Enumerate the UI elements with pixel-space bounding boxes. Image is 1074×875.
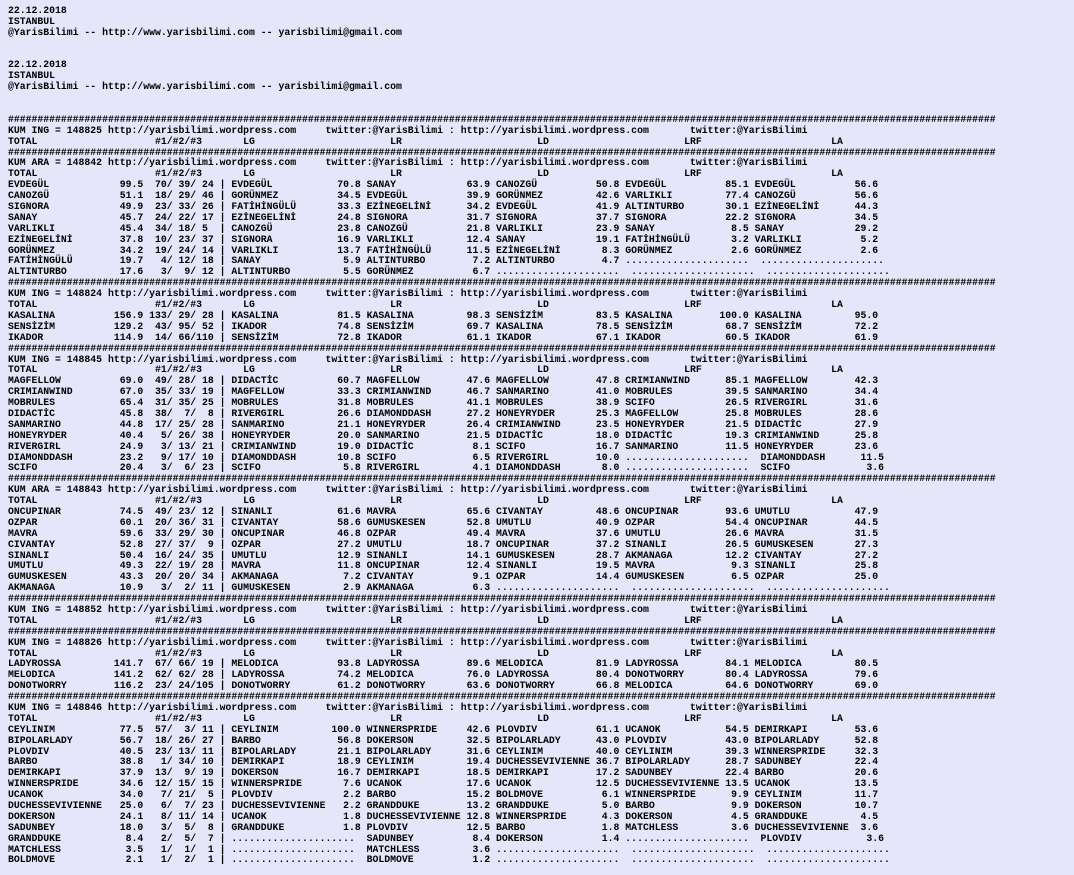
report-line: ISTANBUL (8, 70, 56, 82)
report-line: BARBO 38.8 1/ 34/ 10 | DEMIRKAPI 18.9 CEYLINIM 19.4 DUCHESSEVIVIENNE 36.7 BIPOLARLADY 28.7 SADUNBEY 22.4 (8, 756, 879, 768)
report-line: MATCHLESS 3.5 1/ 1/ 1 | ..................... MATCHLESS 3.6 ..................... ..................... ..................... (8, 843, 890, 855)
column-header-line: TOTAL #1/#2/#3 LG LR LD LRF LA (8, 364, 843, 376)
report-line: SADUNBEY 18.0 3/ 5/ 8 | GRANDDUKE 1.8 PLOVDIV 12.5 BARBO 1.8 MATCHLESS 3.6 DUCHESSEVIVIENNE 3.6 (8, 821, 879, 833)
report-line: BIPOLARLADY 56.7 18/ 26/ 27 | BARBO 56.8 DOKERSON 32.5 BIPOLARLADY 43.0 PLOVDIV 43.0 BIPOLARLADY 52.8 (8, 734, 879, 746)
report-line: DEMIRKAPI 37.9 13/ 9/ 19 | DOKERSON 16.7 DEMIRKAPI 18.5 DEMIRKAPI 17.2 SADUNBEY 22.4 BARBO 20.6 (8, 767, 879, 779)
report-line: DUCHESSEVIVIENNE 25.0 6/ 7/ 23 | DUCHESSEVIVIENNE 2.2 GRANDDUKE 13.2 GRANDDUKE 5.0 BARBO 9.9 DOKERSON 10.7 (8, 800, 879, 812)
column-header-line: TOTAL #1/#2/#3 LG LR LD LRF LA (8, 614, 843, 626)
report-line: UCANOK 34.0 7/ 21/ 5 | PLOVDIV 2.2 BARBO 15.2 BOLDMOVE 6.1 WINNERSPRIDE 9.9 CEYLINIM 11.7 (8, 789, 879, 801)
report-line: @YarisBilimi -- http://www.yarisbilimi.com -- yarisbilimi@gmail.com (8, 26, 402, 38)
report-line: PLOVDIV 40.5 23/ 13/ 11 | BIPOLARLADY 21.1 BIPOLARLADY 31.6 CEYLINIM 40.0 CEYLINIM 39.3 WINNERSPRIDE 32.3 (8, 745, 879, 757)
column-header-line: TOTAL #1/#2/#3 LG LR LD LRF LA (8, 299, 843, 311)
report-line: DOKERSON 24.1 8/ 11/ 14 | UCANOK 1.8 DUCHESSEVIVIENNE 12.8 WINNERSPRIDE 4.3 DOKERSON 4.5 GRANDDUKE 4.5 (8, 810, 879, 822)
report-line: OZPAR 60.1 20/ 36/ 31 | CIVANTAY 58.6 GUMUSKESEN 52.8 UMUTLU 40.9 OZPAR 54.4 ONCUPINAR 44.5 (8, 516, 879, 528)
report-line: GRANDDUKE 8.4 2/ 5/ 7 | ..................... SADUNBEY 8.4 DOKERSON 1.4 ..................... PLOVDIV 3.6 (8, 832, 884, 844)
race-header-line: KUM ING = 148852 http://yarisbilimi.wordpress.com twitter:@YarisBilimi : http://yarisbilimi.wordpress.com twitter:@YarisBilimi (8, 603, 808, 615)
report-line: CIVANTAY 52.8 27/ 37/ 9 | OZPAR 27.2 UMUTLU 18.7 ONCUPINAR 37.2 SINANLI 26.5 GUMUSKESEN 27.3 (8, 538, 879, 550)
blank-line (8, 50, 1074, 61)
report-line: SANMARINO 44.8 17/ 25/ 28 | SANMARINO 21.1 HONEYRYDER 26.4 CRIMIANWIND 23.5 HONEYRYDER 21.5 DIDACTİC 27.9 (8, 418, 879, 430)
race-header-line: KUM ING = 148826 http://yarisbilimi.wordpress.com twitter:@YarisBilimi : http://yarisbilimi.wordpress.com twitter:@YarisBilimi (8, 636, 808, 648)
report-line: EVDEGÜL 99.5 70/ 39/ 24 | EVDEGÜL 70.8 SANAY 63.9 CANOZGÜ 50.8 EVDEGÜL 85.1 EVDEGÜL 56.6 (8, 179, 879, 191)
report-line: SANAY 45.7 24/ 22/ 17 | EZİNEGELİNİ 24.8 SIGNORA 31.7 SIGNORA 37.7 SIGNORA 22.2 SIGNORA 34.5 (8, 211, 879, 223)
report-line: DIDACTİC 45.8 38/ 7/ 8 | RIVERGIRL 26.6 DIAMONDDASH 27.2 HONEYRYDER 25.3 MAGFELLOW 25.8 MOBRULES 28.6 (8, 407, 879, 419)
race-header-line: KUM ING = 148825 http://yarisbilimi.wordpress.com twitter:@YarisBilimi : http://yarisbilimi.wordpress.com twitter:@YarisBilimi (8, 124, 808, 136)
report-line: SENSİZİM 129.2 43/ 95/ 52 | IKADOR 74.8 SENSİZİM 69.7 KASALINA 78.5 SENSİZİM 68.7 SENSİZİM 72.2 (8, 320, 879, 332)
report-line: DIAMONDDASH 23.2 9/ 17/ 10 | DIAMONDDASH 10.8 SCIFO 6.5 RIVERGIRL 10.0 ..................... DIAMONDDASH 11.5 (8, 451, 884, 463)
report-line: CRIMIANWIND 67.0 35/ 33/ 19 | MAGFELLOW 33.3 CRIMIANWIND 46.7 SANMARINO 41.0 MOBRULES 39.5 SANMARINO 34.4 (8, 386, 879, 398)
separator-line: ######################################################################################################################################################################## (8, 342, 996, 354)
report-line: LADYROSSA 141.7 67/ 66/ 19 | MELODICA 93.8 LADYROSSA 89.6 MELODICA 81.9 LADYROSSA 84.1 MELODICA 80.5 (8, 658, 879, 670)
report-line: WINNERSPRIDE 34.6 12/ 15/ 15 | WINNERSPRIDE 7.6 UCANOK 17.6 UCANOK 12.5 DUCHESSEVIVIENNE 13.5 UCANOK 13.5 (8, 778, 879, 790)
blank-line (8, 93, 1074, 104)
separator-line: ######################################################################################################################################################################## (8, 593, 996, 605)
report-line: MAGFELLOW 69.0 49/ 28/ 18 | DIDACTİC 60.7 MAGFELLOW 47.6 MAGFELLOW 47.8 CRIMIANWIND 85.1 MAGFELLOW 42.3 (8, 375, 879, 387)
report-line: 22.12.2018 (8, 5, 67, 16)
report-line: HONEYRYDER 40.4 5/ 26/ 38 | HONEYRYDER 20.0 SANMARINO 21.5 DIDACTİC 18.0 DIDACTİC 19.3 CRIMIANWIND 25.8 (8, 429, 879, 441)
race-header-line: KUM ING = 148845 http://yarisbilimi.wordpress.com twitter:@YarisBilimi : http://yarisbilimi.wordpress.com twitter:@YarisBilimi (8, 353, 808, 365)
report-line: CANOZGÜ 51.1 18/ 29/ 46 | GORÜNMEZ 34.5 EVDEGÜL 39.9 GORÜNMEZ 42.6 VARLIKLI 77.4 CANOZGÜ 56.6 (8, 190, 879, 202)
report-line: ONCUPINAR 74.5 49/ 23/ 12 | SINANLI 61.6 MAVRA 65.6 CIVANTAY 48.6 ONCUPINAR 93.6 UMUTLU 47.9 (8, 505, 879, 517)
column-header-line: TOTAL #1/#2/#3 LG LR LD LRF LA (8, 168, 843, 180)
race-header-line: KUM ARA = 148842 http://yarisbilimi.wordpress.com twitter:@YarisBilimi : http://yarisbilimi.wordpress.com twitter:@YarisBilimi (8, 157, 808, 169)
report-line: KASALINA 156.9 133/ 29/ 28 | KASALINA 81.5 KASALINA 98.3 SENSİZİM 83.5 KASALINA 100.0 KASALINA 95.0 (8, 309, 879, 321)
column-header-line: TOTAL #1/#2/#3 LG LR LD LRF LA (8, 712, 843, 724)
separator-line: ######################################################################################################################################################################## (8, 113, 996, 125)
race-header-line: KUM ING = 148846 http://yarisbilimi.wordpress.com twitter:@YarisBilimi : http://yarisbilimi.wordpress.com twitter:@YarisBilimi (8, 702, 808, 713)
report-line: ALTINTURBO 17.6 3/ 9/ 12 | ALTINTURBO 5.5 GORÜNMEZ 6.7 ..................... ..................... ..................... (8, 266, 890, 278)
report-line: UMUTLU 49.3 22/ 19/ 28 | MAVRA 11.8 ONCUPINAR 12.4 SINANLI 19.5 MAVRA 9.3 SINANLI 25.8 (8, 560, 879, 572)
report-line: MAVRA 59.6 33/ 29/ 30 | ONCUPINAR 46.8 OZPAR 49.4 MAVRA 37.6 UMUTLU 26.6 MAVRA 31.5 (8, 527, 879, 539)
report-line: GORÜNMEZ 34.2 19/ 24/ 14 | VARLIKLI 13.7 FATİHİNGÜLÜ 11.5 EZİNEGELİNİ 8.3 GORÜNMEZ 2.6 GORÜNMEZ 2.6 (8, 244, 879, 256)
column-header-line: TOTAL #1/#2/#3 LG LR LD LRF LA (8, 647, 843, 659)
race-header-line: KUM ING = 148824 http://yarisbilimi.wordpress.com twitter:@YarisBilimi : http://yarisbilimi.wordpress.com twitter:@YarisBilimi (8, 288, 808, 300)
report-line: MELODICA 141.2 62/ 62/ 28 | LADYROSSA 74.2 MELODICA 76.0 LADYROSSA 80.4 DONOTWORRY 80.4 LADYROSSA 79.6 (8, 669, 879, 681)
report-line: GUMUSKESEN 43.3 20/ 20/ 34 | AKMANAGA 7.2 CIVANTAY 9.1 OZPAR 14.4 GUMUSKESEN 6.5 OZPAR 25.0 (8, 571, 879, 583)
separator-line: ######################################################################################################################################################################## (8, 473, 996, 485)
report-line: CEYLINIM 77.5 57/ 3/ 11 | CEYLINIM 100.0 WINNERSPRIDE 42.6 PLOVDIV 61.1 UCANOK 54.5 DEMIRKAPI 53.6 (8, 723, 879, 735)
blank-line (8, 39, 1074, 50)
separator-line: ######################################################################################################################################################################## (8, 691, 996, 703)
report-line: VARLIKLI 45.4 34/ 18/ 5 | CANOZGÜ 23.8 CANOZGÜ 21.8 VARLIKLI 23.9 SANAY 8.5 SANAY 29.2 (8, 222, 879, 234)
report-line: BOLDMOVE 2.1 1/ 2/ 1 | ..................... BOLDMOVE 1.2 ..................... ..................... ..................... (8, 854, 890, 866)
separator-line: ######################################################################################################################################################################## (8, 277, 996, 289)
report-line: EZİNEGELİNİ 37.8 10/ 23/ 37 | SIGNORA 16.9 VARLIKLI 12.4 SANAY 19.1 FATİHİNGÜLÜ 3.2 VARLIKLI 5.2 (8, 233, 879, 245)
separator-line: ######################################################################################################################################################################## (8, 146, 996, 158)
report-line: DONOTWORRY 116.2 23/ 24/105 | DONOTWORRY 61.2 DONOTWORRY 63.6 DONOTWORRY 66.8 MELODICA 64.6 DONOTWORRY 69.0 (8, 680, 879, 692)
race-header-line: KUM ARA = 148843 http://yarisbilimi.wordpress.com twitter:@YarisBilimi : http://yarisbilimi.wordpress.com twitter:@YarisBilimi (8, 484, 808, 496)
report-line: MOBRULES 65.4 31/ 35/ 25 | MOBRULES 31.8 MOBRULES 41.1 MOBRULES 38.9 SCIFO 26.5 RIVERGIRL 31.6 (8, 397, 879, 409)
column-header-line: TOTAL #1/#2/#3 LG LR LD LRF LA (8, 495, 843, 507)
report-line: ISTANBUL (8, 15, 56, 27)
report-line: FATİHİNGÜLÜ 19.7 4/ 12/ 18 | SANAY 5.9 ALTINTURBO 7.2 ALTINTURBO 4.7 ..................... ..................... (8, 255, 884, 267)
column-header-line: TOTAL #1/#2/#3 LG LR LD LRF LA (8, 135, 843, 147)
separator-line: ######################################################################################################################################################################## (8, 625, 996, 637)
report-line: SCIFO 20.4 3/ 6/ 23 | SCIFO 5.8 RIVERGIRL 4.1 DIAMONDDASH 8.0 ..................... SCIFO 3.6 (8, 462, 884, 474)
report-line: SINANLI 50.4 16/ 24/ 35 | UMUTLU 12.9 SINANLI 14.1 GUMUSKESEN 28.7 AKMANAGA 12.2 CIVANTAY 27.2 (8, 549, 879, 561)
report-line: RIVERGIRL 24.9 3/ 13/ 21 | CRIMIANWIND 19.0 DIDACTİC 8.1 SCIFO 16.7 SANMARINO 11.5 HONEYRYDER 23.6 (8, 440, 879, 452)
report-line: 22.12.2018 (8, 59, 67, 71)
report-line: IKADOR 114.9 14/ 66/110 | SENSİZİM 72.8 IKADOR 61.1 IKADOR 67.1 IKADOR 60.5 IKADOR 61.9 (8, 331, 879, 343)
report-line: AKMANAGA 10.9 3/ 2/ 11 | GUMUSKESEN 2.9 AKMANAGA 6.3 ..................... ..................... ..................... (8, 582, 890, 594)
report-line: @YarisBilimi -- http://www.yarisbilimi.com -- yarisbilimi@gmail.com (8, 81, 402, 93)
report-line: SIGNORA 49.9 23/ 33/ 26 | FATİHİNGÜLÜ 33.3 EZİNEGELİNİ 34.2 EVDEGÜL 41.9 ALTINTURBO 30.1 EZİNEGELİNİ 44.3 (8, 201, 879, 213)
